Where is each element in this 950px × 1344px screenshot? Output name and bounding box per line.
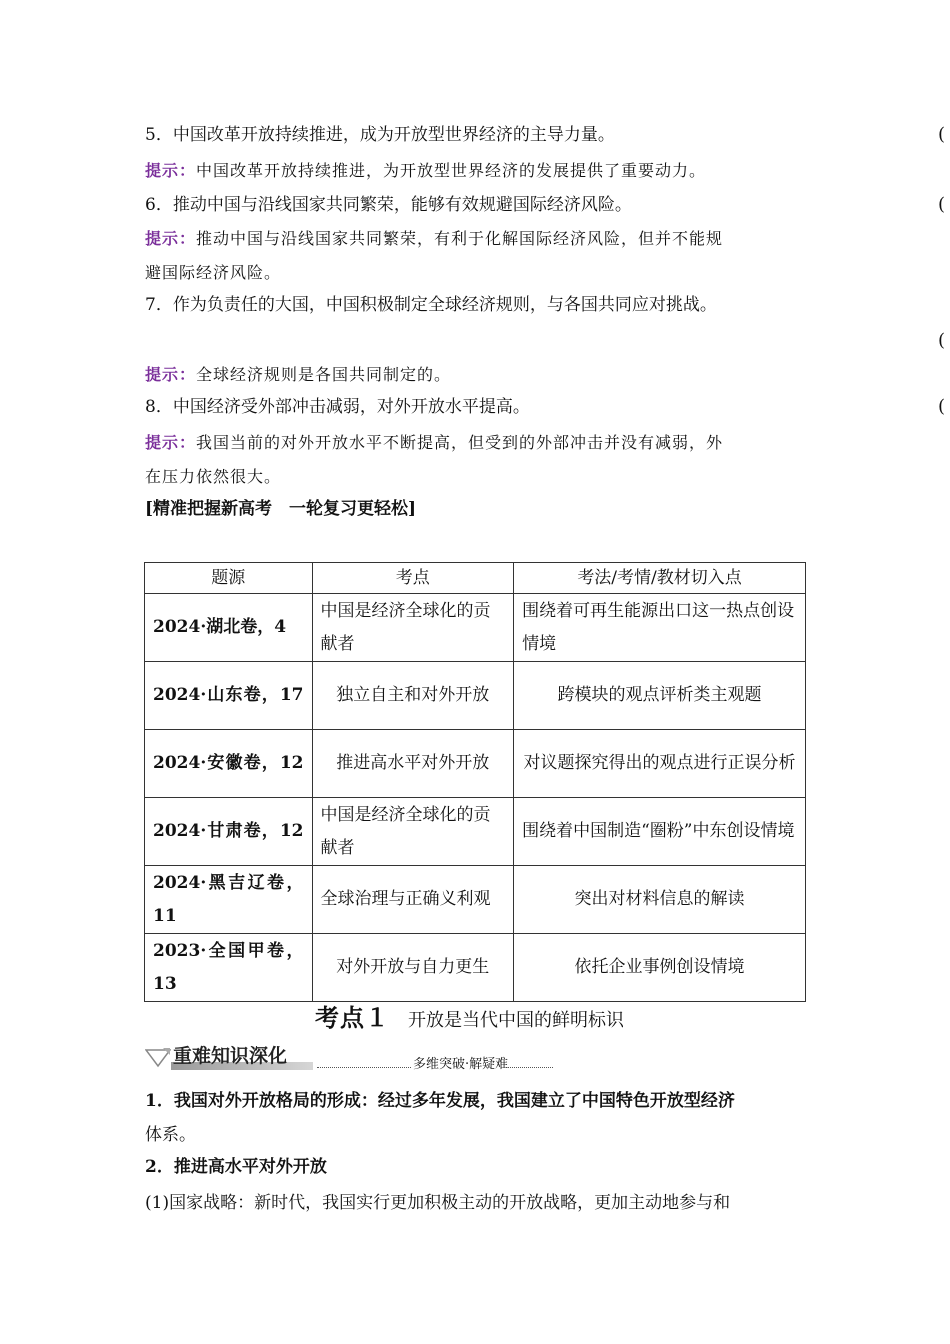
paragraph-1 bbox=[145, 1084, 810, 1118]
triangle-icon bbox=[145, 1048, 171, 1068]
table-row bbox=[145, 662, 806, 730]
cell-source: 2024·湖北卷，4 bbox=[145, 594, 313, 662]
slogan: [精准把握新高考 一轮复习更轻松] bbox=[145, 499, 417, 519]
cell-point: 全球治理与正确义利观 bbox=[312, 866, 514, 934]
hint-text: 全球经济规则是各国共同制定的。 bbox=[196, 365, 452, 384]
answer-paren-6: ( bbox=[938, 194, 946, 215]
table-row bbox=[145, 594, 806, 662]
paragraph-1-text: 1．我国对外开放格局的形成：经过多年发展，我国建立了中国特色开放型经济 bbox=[145, 1091, 735, 1111]
question-8: 8．中国经济受外部冲击减弱，对外开放水平提高。 bbox=[145, 397, 530, 417]
header-method: 考法/考情/教材切入点 bbox=[514, 563, 806, 594]
hint-label: 提示： bbox=[145, 161, 197, 180]
cell-point: 独立自主和对外开放 bbox=[312, 662, 514, 730]
hint-text: 推动中国与沿线国家共同繁荣，有利于化解国际经济风险，但并不能规 bbox=[196, 229, 724, 248]
exam-source-table bbox=[144, 562, 806, 1002]
table-row bbox=[145, 798, 806, 866]
banner-subtitle: 多维突破·解疑难 bbox=[413, 1057, 509, 1072]
question-5: 5．中国改革开放持续推进，成为开放型世界经济的主导力量。 bbox=[145, 125, 615, 145]
table-row bbox=[145, 866, 806, 934]
cell-method: 对议题探究得出的观点进行正误分析 bbox=[514, 730, 806, 798]
cell-point: 对外开放与自力更生 bbox=[312, 934, 514, 1002]
banner-title: 重难知识深化 bbox=[173, 1045, 288, 1067]
paragraph-1-cont: 体系。 bbox=[145, 1125, 196, 1145]
paragraph-3: (1)国家战略：新时代，我国实行更加积极主动的开放战略，更加主动地参与和 bbox=[145, 1193, 731, 1213]
hint-label: 提示： bbox=[145, 365, 197, 384]
answer-paren-8: ( bbox=[938, 396, 946, 417]
paragraph-2: 2．推进高水平对外开放 bbox=[145, 1157, 327, 1177]
cell-source: 2023·全国甲卷，13 bbox=[145, 934, 313, 1002]
cell-method: 围绕着中国制造“圈粉”中东创设情境 bbox=[514, 798, 806, 866]
cell-method: 突出对材料信息的解读 bbox=[514, 866, 806, 934]
cell-source: 2024·安徽卷，12 bbox=[145, 730, 313, 798]
knowledge-banner bbox=[145, 1042, 545, 1074]
table-row bbox=[145, 730, 806, 798]
cell-method: 围绕着可再生能源出口这一热点创设情境 bbox=[514, 594, 806, 662]
section-heading bbox=[315, 998, 624, 1038]
hint-5 bbox=[145, 154, 810, 188]
hint-text: 中国改革开放持续推进，为开放型世界经济的发展提供了重要动力。 bbox=[196, 161, 707, 180]
hint-label: 提示： bbox=[145, 433, 197, 452]
hint-7 bbox=[145, 358, 810, 392]
hint-text: 我国当前的对外开放水平不断提高，但受到的外部冲击并没有减弱，外 bbox=[196, 433, 724, 452]
hint-6-cont: 避国际经济风险。 bbox=[145, 263, 282, 282]
question-6: 6．推动中国与沿线国家共同繁荣，能够有效规避国际经济风险。 bbox=[145, 195, 632, 215]
hint-6 bbox=[145, 222, 810, 256]
cell-point: 中国是经济全球化的贡献者 bbox=[312, 798, 514, 866]
answer-paren-7: ( bbox=[938, 330, 946, 351]
cell-method: 依托企业事例创设情境 bbox=[514, 934, 806, 1002]
cell-point: 推进高水平对外开放 bbox=[312, 730, 514, 798]
cell-method: 跨模块的观点评析类主观题 bbox=[514, 662, 806, 730]
header-source: 题源 bbox=[145, 563, 313, 594]
cell-source: 2024·山东卷，17 bbox=[145, 662, 313, 730]
answer-paren-5: ( bbox=[938, 124, 946, 145]
hint-8-cont: 在压力依然很大。 bbox=[145, 467, 282, 486]
question-7: 7．作为负责任的大国，中国积极制定全球经济规则，与各国共同应对挑战。 bbox=[145, 295, 717, 315]
hint-label: 提示： bbox=[145, 229, 197, 248]
cell-point: 中国是经济全球化的贡献者 bbox=[312, 594, 514, 662]
section-number: 考点１ bbox=[315, 1004, 390, 1032]
hint-8 bbox=[145, 426, 810, 460]
section-title: 开放是当代中国的鲜明标识 bbox=[408, 1010, 624, 1031]
cell-source: 2024·甘肃卷，12 bbox=[145, 798, 313, 866]
cell-source: 2024·黑吉辽卷，11 bbox=[145, 866, 313, 934]
table-row bbox=[145, 934, 806, 1002]
table-header-row bbox=[145, 563, 806, 594]
header-point: 考点 bbox=[312, 563, 514, 594]
